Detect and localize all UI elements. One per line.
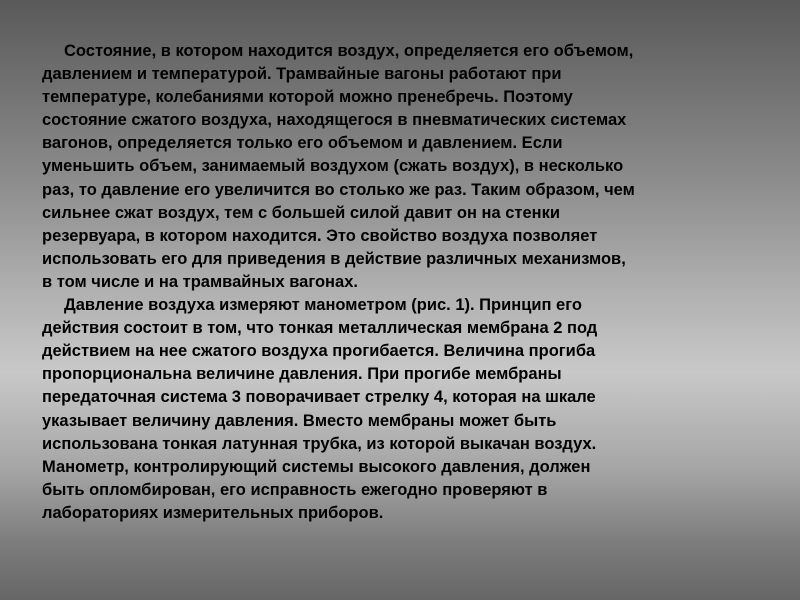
text-line: использована тонкая латунная трубка, из которой выкачан воздух. [42,434,597,453]
text-line: лабораториях измерительных приборов. [42,503,384,522]
paragraph-manometer [42,294,762,525]
text-line: указывает величину давления. Вместо мембраны может быть [42,411,557,430]
text-line: Состояние, в котором находится воздух, определяется его объемом, [64,42,634,60]
text-line: передаточная система 3 поворачивает стрелку 4, которая на шкале [42,388,596,407]
text-line: состояние сжатого воздуха, находящегося в пневматических системах [42,111,627,130]
text-line: использовать его для приведения в действие различных механизмов, [42,249,626,268]
text-line: Манометр, контролирующий системы высокого давления, должен [42,457,591,476]
text-line: пропорциональна величине давления. При прогибе мембраны [42,365,562,384]
text-line: в том числе и на трамвайных вагонах. [42,272,358,291]
text-line: сильнее сжат воздух, тем с большей силой давит он на стенки [42,203,561,222]
text-line: резервуара, в котором находится. Это свойство воздуха позволяет [42,226,598,245]
text-line: температуре, колебаниями которой можно пренебречь. Поэтому [42,88,573,107]
slide-text-body [42,40,762,525]
text-line: действия состоит в том, что тонкая металлическая мембрана 2 под [42,319,598,338]
text-line: быть опломбирован, его исправность ежегодно проверяют в [42,480,548,499]
text-line: Давление воздуха измеряют манометром (рис. 1). Принцип его [64,296,582,315]
text-line: действием на нее сжатого воздуха прогибается. Величина прогиба [42,342,596,361]
text-line: вагонов, определяется только его объемом и давлением. Если [42,134,563,153]
text-line: давлением и температурой. Трамвайные вагоны работают при [42,65,562,84]
paragraph-air-state [42,40,762,294]
text-line: раз, то давление его увеличится во столько же раз. Таким образом, чем [42,180,635,199]
text-line: уменьшить объем, занимаемый воздухом (сжать воздух), в несколько [42,157,624,176]
